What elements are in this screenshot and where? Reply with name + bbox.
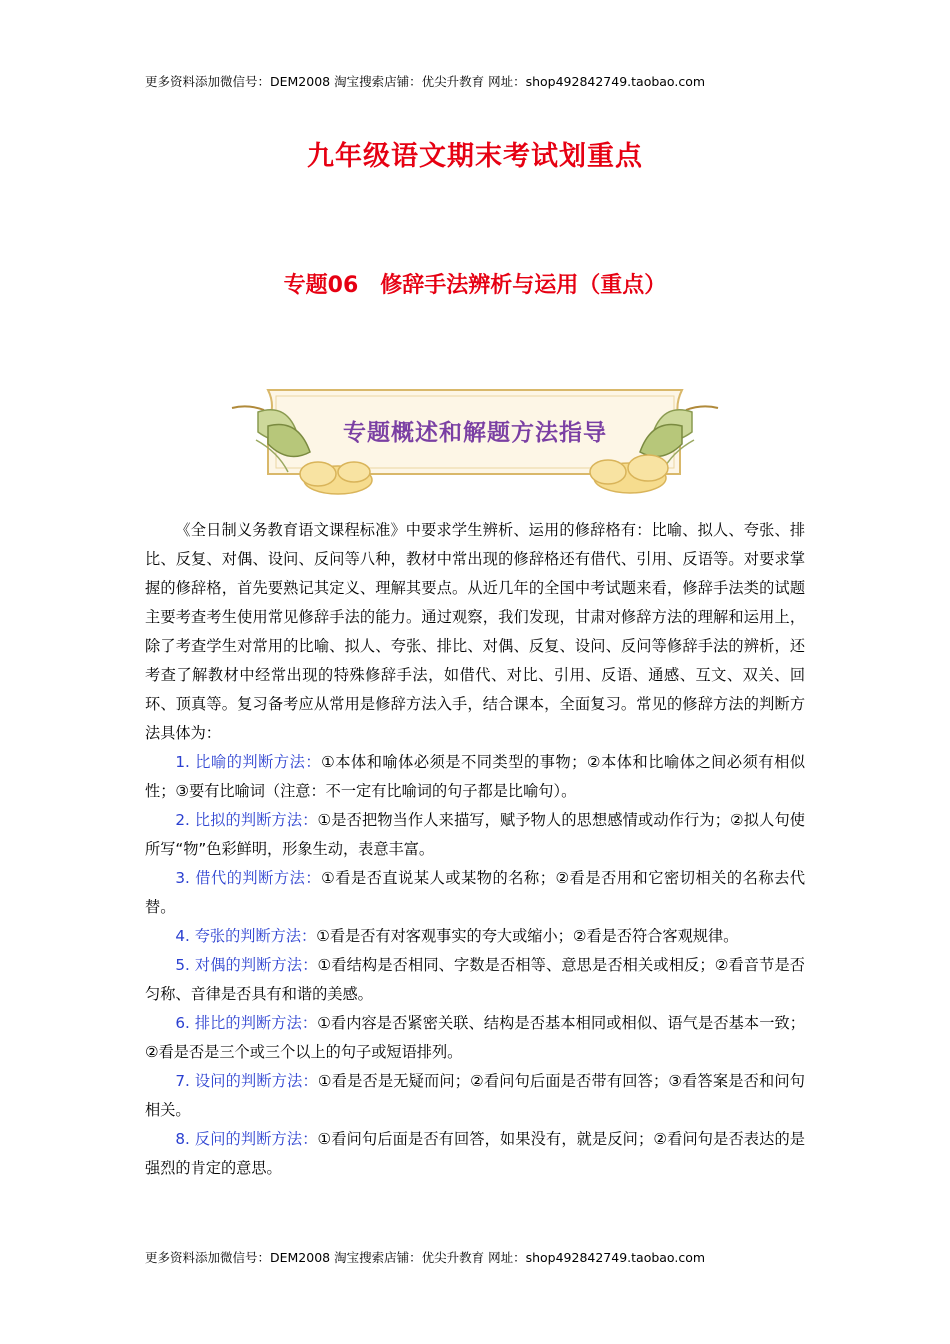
intro-paragraph: 《全日制义务教育语文课程标准》中要求学生辨析、运用的修辞格有：比喻、拟人、夸张、排比、反复、对偶、设问、反问等八种，教材中常出现的修辞格还有借代、引用、反语等。对要求掌握的修辞格，首先要熟记其定义、理解其要点。从近几年的全国中考试题来看，修辞手法类的试题主要考查考生使用常见修辞手法的能力。通过观察，我们发现，甘肃对修辞方法的理解和运用上，除了考查学生对常用的比喻、拟人、夸张、排比、对偶、反复、设问、反问等修辞手法的辨析，还考查了解教材中经常出现的特殊修辞手法，如借代、对比、引用、反语、通感、互文、双关、回环、顶真等。复习备考应从常用是修辞方法入手，结合课本，全面复习。常见的修辞方法的判断方法具体为： — [145, 521, 805, 742]
method-text: ①看内容是否紧密关联、结构是否基本相同或相似、语气是否基本一致；②看是否是三个或三个以上的句子或短语排列。 — [145, 1014, 805, 1061]
page-title: 九年级语文期末考试划重点 — [307, 141, 643, 172]
method-label: 8. 反问的判断方法： — [175, 1130, 318, 1148]
method-item — [145, 1125, 805, 1183]
method-item — [145, 1067, 805, 1125]
method-item — [145, 864, 805, 922]
method-text: ①本体和喻体必须是不同类型的事物；②本体和比喻体之间必须有相似性；③要有比喻词（注意：不一定有比喻词的句子都是比喻句）。 — [145, 753, 805, 800]
method-item — [145, 951, 805, 1009]
method-text: ①看问句后面是否有回答，如果没有，就是反问；②看问句是否表达的是强烈的肯定的意思。 — [145, 1130, 805, 1177]
topic-title — [0, 268, 950, 299]
method-text: ①看是否是无疑而问；②看问句后面是否带有回答；③看答案是否和问句相关。 — [145, 1072, 805, 1119]
method-item — [145, 806, 805, 864]
method-label: 1. 比喻的判断方法： — [175, 753, 322, 771]
left-cloud-icon — [300, 462, 372, 494]
method-label: 6. 排比的判断方法： — [175, 1014, 318, 1032]
method-label: 5. 对偶的判断方法： — [175, 956, 318, 974]
method-text: ①看是否直说某人或某物的名称；②看是否用和它密切相关的名称去代替。 — [145, 869, 805, 916]
topic-name: 修辞手法辨析与运用（重点） — [380, 273, 667, 298]
method-text: ①看结构是否相同、字数是否相等、意思是否相关或相反；②看音节是否匀称、音律是否具有和谐的美感。 — [145, 956, 805, 1003]
banner-title: 专题概述和解题方法指导 — [343, 420, 607, 446]
method-item — [145, 1009, 805, 1067]
page-footer: 更多资料添加微信号：DEM2008 淘宝搜索店铺：优尖升教育 网址：shop492842749.taobao.com — [145, 1250, 706, 1265]
method-label: 3. 借代的判断方法： — [175, 869, 322, 887]
section-banner — [228, 382, 722, 500]
method-label: 2. 比拟的判断方法： — [175, 811, 318, 829]
method-text: ①是否把物当作人来描写，赋予物人的思想感情或动作行为；②拟人句使所写“物”色彩鲜明，形象生动，表意丰富。 — [145, 811, 805, 858]
method-item — [145, 748, 805, 806]
method-label: 7. 设问的判断方法： — [175, 1072, 318, 1090]
page-header: 更多资料添加微信号：DEM2008 淘宝搜索店铺：优尖升教育 网址：shop492842749.taobao.com — [145, 74, 706, 89]
method-text: ①看是否有对客观事实的夸大或缩小；②看是否符合客观规律。 — [316, 927, 739, 945]
method-label: 4. 夸张的判断方法： — [175, 927, 317, 945]
article-body — [145, 516, 805, 1183]
topic-number: 专题06 — [283, 273, 359, 298]
method-item — [145, 922, 805, 951]
